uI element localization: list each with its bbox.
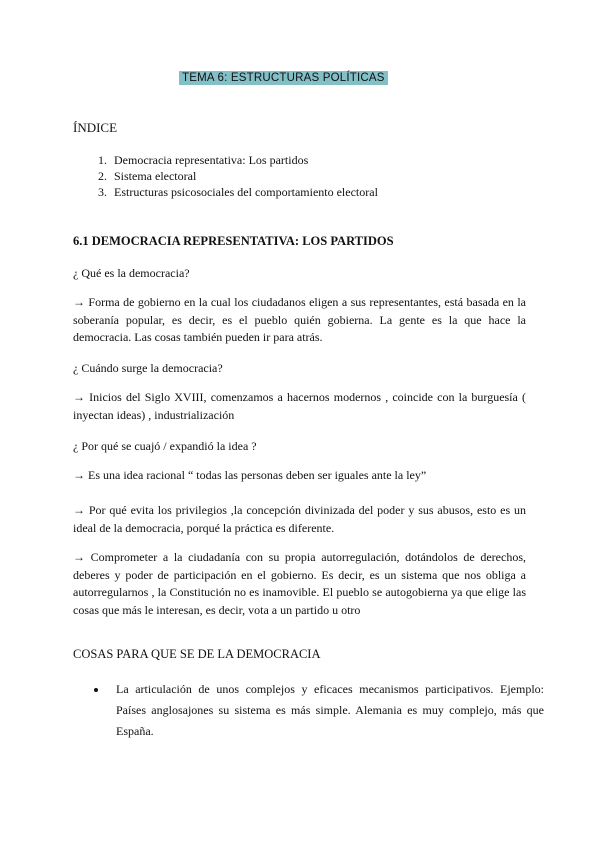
paragraph-2: → Inicios del Siglo XVIII, comenzamos a hacernos modernos , coincide con la burguesía ( inyectan ideas) , industrialización xyxy=(73,390,526,422)
toc-item: 1. Democracia representativa: Los partidos xyxy=(110,152,378,168)
toc-item: 3. Estructuras psicosociales del comportamiento electoral xyxy=(110,184,378,200)
bullet-list xyxy=(90,679,544,742)
question-1: ¿ Qué es la democracia? xyxy=(73,266,190,280)
question-2: ¿ Cuándo surge la democracia? xyxy=(73,361,223,375)
toc-item: 2. Sistema electoral xyxy=(110,168,378,184)
index-heading: ÍNDICE xyxy=(73,120,118,135)
table-of-contents xyxy=(90,152,378,200)
question-3: ¿ Por qué se cuajó / expandió la idea ? xyxy=(73,439,257,453)
subheading: COSAS PARA QUE SE DE LA DEMOCRACIA xyxy=(73,647,321,661)
section-heading: 6.1 DEMOCRACIA REPRESENTATIVA: LOS PARTIDOS xyxy=(73,234,394,248)
bullet-item: • La articulación de unos complejos y eficaces mecanismos participativos. Ejemplo: Países anglosajones su sistema es más simple. Alemania es muy complejo, más que España. xyxy=(108,679,544,742)
paragraph-4: → Por qué evita los privilegios ,la concepción divinizada del poder y sus abusos, esto es un ideal de la democracia, porqué la práctica es diferente. xyxy=(73,503,526,535)
paragraph-5: → Comprometer a la ciudadanía con su propia autorregulación, dotándolos de derechos, deberes y poder de participación en el gobierno. Es decir, es un sistema que nos obliga a autorregularnos , la Constitución no es inamovible. El pueblo se autogobierna ya que elige las cosas que más le interesan, es decir, vota a un partido u otro xyxy=(73,550,526,617)
paragraph-3: → Es una idea racional “ todas las personas deben ser iguales ante la ley” xyxy=(73,468,427,482)
paragraph-1: → Forma de gobierno en la cual los ciudadanos eligen a sus representantes, está basada en la soberanía popular, es decir, es el pueblo quién gobierna. La gente es la que hace la democracia. Las cosas también pueden ir para atrás. xyxy=(73,295,526,344)
document-title: TEMA 6: ESTRUCTURAS POLÍTICAS xyxy=(179,71,388,85)
